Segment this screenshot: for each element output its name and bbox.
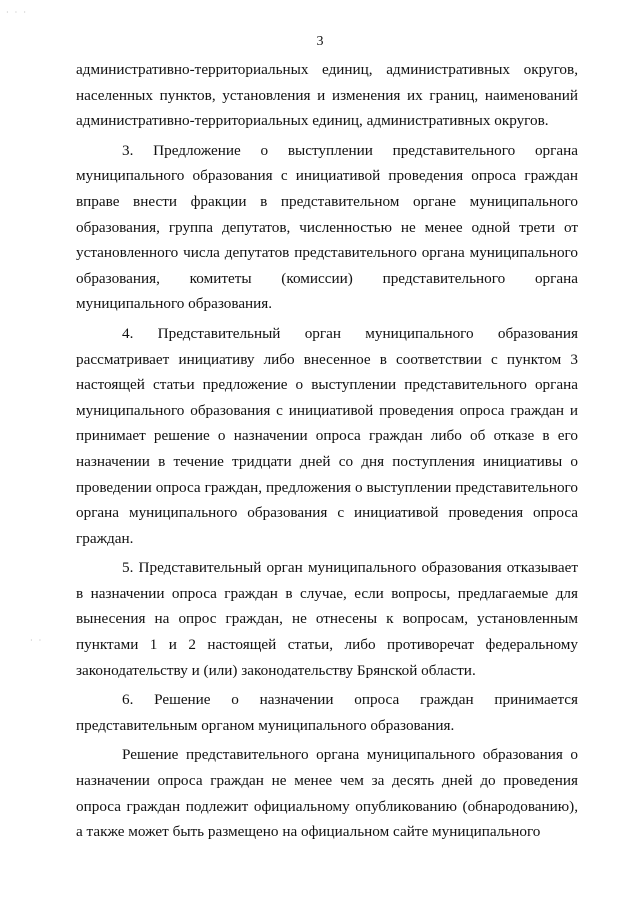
paragraph-continuation: административно-территориальных единиц, административных округов, населенных пунктов, установления и изменения их границ, наименований административно-территориальных единиц, административных округов. — [76, 61, 578, 130]
paragraph-item-4: 4. Представительный орган муниципального образования рассматривает инициативу либо внесенное в соответствии с пунктом 3 настоящей статьи предложение о выступлении представительного органа муниципального образования с инициативой проведения опроса граждан и принимает решение о назначении опроса граждан либо об отказе в его назначении в течение тридцати дней со дня поступления инициативы о проведении опроса граждан, предложения о выступлении представительного органа муниципального образования с инициативой проведения опроса граждан. — [76, 324, 578, 547]
page-number: 3 — [316, 34, 324, 49]
paragraph-decision-publication: Решение представительного органа муниципального образования о назначении опроса граждан не менее чем за десять дней до проведения опроса граждан подлежит официальному опубликованию (обнародованию), а также может быть размещено на официальном сайте муниципального — [76, 746, 578, 841]
paragraph-item-6: 6. Решение о назначении опроса граждан принимается представительным органом муниципального образования. — [76, 691, 578, 734]
paragraph-item-3: 3. Предложение о выступлении представительного органа муниципального образования с инициативой проведения опроса граждан вправе внести фракции в представительном органе муниципального образования, группа депутатов, численностью не менее одной трети от установленного числа депутатов представительного органа муниципального образования, комитеты (комиссии) представительного органа муниципального образования. — [76, 141, 578, 313]
scan-artifact-left: · · — [30, 636, 44, 645]
document-body — [76, 57, 578, 846]
paragraph-item-5: 5. Представительный орган муниципального образования отказывает в назначении опроса граждан в случае, если вопросы, предлагаемые для вынесения на опрос граждан, не отнесены к вопросам, установленным пунктами 1 и 2 настоящей статьи, либо противоречат федеральному законодательству и (или) законодательству Брянской области. — [76, 559, 578, 679]
scan-artifact-top: · · · — [6, 8, 28, 17]
